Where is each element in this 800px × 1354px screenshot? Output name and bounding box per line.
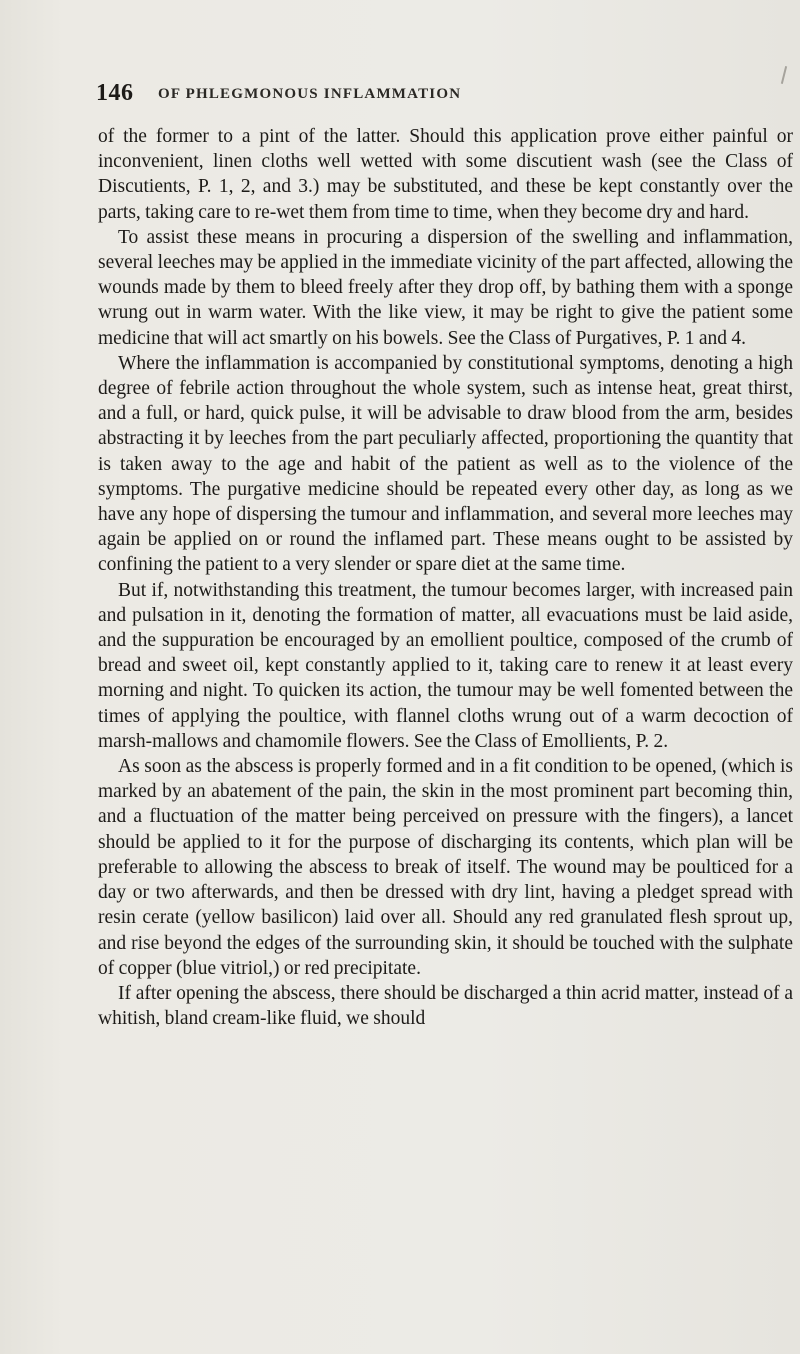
page-number: 146: [96, 80, 134, 106]
paragraph-abscess-opening: As soon as the abscess is properly formed and in a fit condition to be opened, (which is marked by an abatement of the pain, the skin in the most prominent part becoming thin, and a fluctuation of the matter being perceived on pressure with the fingers), a lancet should be applied to it for the purpose of discharging its contents, which plan will be preferable to allowing the abscess to break of itself. The wound may be poulticed for a day or two afterwards, and then be dressed with dry lint, having a pledget spread with resin cerate (yellow basilicon) laid over all. Should any red granulated flesh sprout up, and rise beyond the edges of the surrounding skin, it should be touched with the sulphate of copper (blue vitriol,) or red precipitate.: [98, 756, 793, 979]
paragraph-leeches: To assist these means in procuring a dispersion of the swelling and inflammation, several leeches may be applied in the immediate vicinity of the part affected, allowing the wounds made by them to bleed freely after they drop off, by bathing them with a sponge wrung out in warm water. With the like view, it may be right to give the patient some medicine that will act smartly on his bowels. See the Class of Purgatives, P. 1 and 4.: [98, 226, 793, 349]
paragraph-continuation: of the former to a pint of the latter. Should this application prove either painful or inconvenient, linen cloths well wetted with some discutient wash (see the Class of Discutients, P. 1, 2, and 3.) may be substituted, and these be kept constantly over the parts, taking care to re-wet them from time to time, when they become dry and hard.: [98, 126, 793, 223]
body-text: [98, 124, 793, 1031]
paragraph-acrid-matter: If after opening the abscess, there should be discharged a thin acrid matter, instead of a whitish, bland cream-like fluid, we should: [98, 982, 793, 1030]
running-title: OF PHLEGMONOUS INFLAMMATION: [158, 86, 462, 102]
paragraph-suppuration: But if, notwithstanding this treatment, the tumour becomes larger, with increased pain and pulsation in it, denoting the formation of matter, all evacuations must be laid aside, and the suppuration be encouraged by an emollient poultice, composed of the crumb of bread and sweet oil, kept constantly applied to it, taking care to renew it at least every morning and night. To quicken its action, the tumour may be well fomented between the times of applying the poultice, with flannel cloths wrung out of a warm decoction of marsh-mallows and chamomile flowers. See the Class of Emollients, P. 2.: [98, 579, 793, 752]
running-head: [96, 80, 786, 110]
paragraph-constitutional-symptoms: Where the inflammation is accompanied by constitutional symptoms, denoting a high degree of febrile action throughout the whole system, such as intense heat, great thirst, and a full, or hard, quick pulse, it will be advisable to draw blood from the arm, besides abstracting it by leeches from the part peculiarly affected, proportioning the quantity that is taken away to the age and habit of the patient as well as to the violence of the symptoms. The purgative medicine should be repeated every other day, as long as we have any hope of dispersing the tumour and inflammation, and several more leeches may again be applied on or round the inflamed part. These means ought to be assisted by confining the patient to a very slender or spare diet at the same time.: [98, 352, 793, 576]
